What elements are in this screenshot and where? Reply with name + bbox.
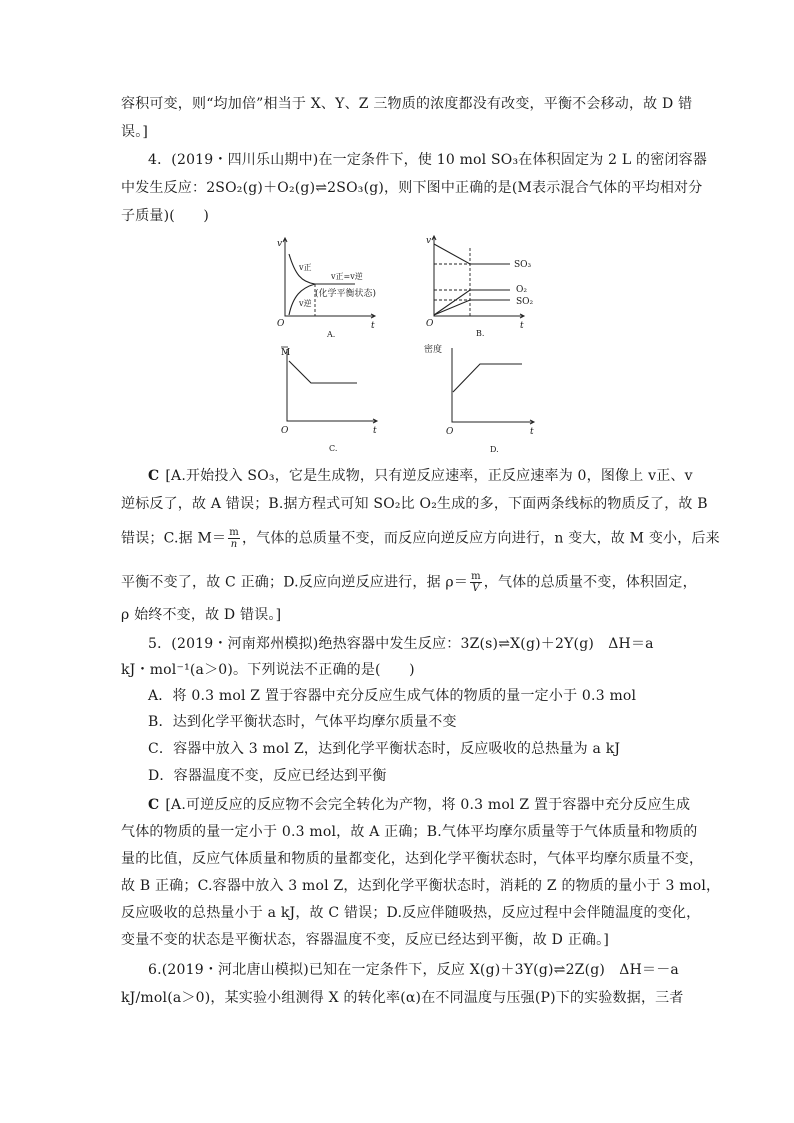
answer-letter: C (148, 468, 160, 484)
answer-5-line: 量的比值，反应气体质量和物质的量都变化，达到化学平衡状态时，气体平均摩尔质量不变， (121, 851, 704, 867)
answer-5-line (148, 796, 691, 814)
series-line-o2 (434, 290, 510, 315)
question-4-line: 4．(2019・四川乐山期中)在一定条件下，使 10 mol SO₃在体积固定为 2 L 的密闭容器 (148, 152, 708, 168)
origin-label: O (281, 426, 289, 436)
figure-caption: C. (329, 444, 338, 453)
answer-4-line (148, 467, 693, 485)
fraction-m-over-v: $\frac{m}{V}$ (471, 571, 481, 594)
answer-4-text: 平衡不变了，故 C 正确；D.反应向逆反应进行，据 ρ＝ (121, 574, 469, 591)
figure-c (277, 345, 387, 455)
origin-label: O (446, 427, 454, 437)
option-c: C．容器中放入 3 mol Z，达到化学平衡状态时，反应吸收的总热量为 a kJ (148, 741, 621, 757)
text-line: 容积可变，则“均加倍”相当于 X、Y、Z 三物质的浓度都没有改变，平衡不会移动，故 D 错 (121, 96, 693, 112)
y-axis-label: v (426, 236, 432, 246)
reverse-rate-label: v逆 (299, 299, 312, 308)
density-line (453, 364, 522, 392)
equilibrium-label: v正=v逆 (331, 272, 363, 281)
average-molar-mass-line (289, 361, 357, 383)
answer-5-text: [A.可逆反应的反应物不会完全转化为产物，将 0.3 mol Z 置于容器中充分反应生成 (165, 797, 691, 813)
figure-caption: B. (476, 329, 485, 338)
text-line: 误。] (121, 124, 149, 140)
x-axis-label: t (371, 321, 375, 331)
answer-4-line (121, 527, 720, 550)
series-label-so2: SO₂ (516, 297, 534, 307)
question-4-line: 中发生反应：2SO₂(g)＋O₂(g)⇌2SO₃(g)，则下图中正确的是(M表示混合气体的平均相对分 (121, 180, 703, 196)
answer-5-line: 气体的物质的量一定小于 0.3 mol，故 A 正确；B.气体平均摩尔质量等于气体质量和物质的 (121, 824, 698, 840)
y-axis-label: 密度 (424, 345, 443, 355)
answer-5-line: 故 B 正确；C.容器中放入 3 mol Z，达到化学平衡状态时，消耗的 Z 的物质的量小于 3 mol， (121, 878, 721, 894)
figure-caption: A. (327, 330, 336, 339)
series-line-so3 (434, 244, 510, 264)
question-6-line: 6.(2019・河北唐山模拟)已知在一定条件下，反应 X(g)＋3Y(g)⇌2Z(g) ΔH＝－a (148, 962, 679, 978)
answer-4-text: 错误；C.据 M＝ (121, 530, 227, 547)
answer-4-line: 逆标反了，故 A 错误；B.据方程式可知 SO₂比 O₂生成的多，下面两条线标的物质反了，故 B (121, 496, 708, 512)
option-d: D．容器温度不变，反应已经达到平衡 (148, 768, 387, 784)
y-axis-label: M (281, 348, 291, 358)
equilibrium-state-label: (化学平衡状态) (315, 289, 377, 299)
figure-caption: D. (490, 445, 499, 454)
question-5-line: kJ・mol⁻¹(a＞0)。下列说法不正确的是( ) (121, 662, 415, 678)
question-4-line: 子质量)( ) (121, 208, 209, 224)
option-b: B．达到化学平衡状态时，气体平均摩尔质量不变 (148, 714, 457, 730)
answer-5-line: 反应吸收的总热量小于 a kJ，故 C 错误；D.反应伴随吸热，反应过程中会伴随温度的变化， (121, 905, 701, 921)
x-axis-label: t (520, 321, 524, 331)
y-axis-label: v (277, 239, 283, 249)
series-label-o2: O₂ (516, 285, 527, 295)
origin-label: O (426, 319, 434, 329)
answer-4-line: ρ 始终不变，故 D 错误。] (121, 607, 282, 623)
question-6-line: kJ/mol(a＞0)，某实验小组测得 X 的转化率(α)在不同温度与压强(P)下的实验数据，三者 (121, 990, 684, 1006)
figure-d (422, 340, 542, 455)
answer-4-text: ，气体的总质量不变，而反应向逆反应方向进行，n 变大，故 M 变小，后来 (241, 530, 720, 547)
figure-a (275, 236, 390, 339)
answer-4-text: ，气体的总质量不变，体积固定， (483, 574, 697, 591)
fraction-m-over-n: $\frac{m}{n}$ (229, 527, 239, 550)
origin-label: O (277, 319, 285, 329)
series-label-so3: SO₃ (514, 260, 532, 270)
answer-letter: C (148, 797, 160, 813)
figure-b (424, 234, 544, 336)
answer-4-text: [A.开始投入 SO₃，它是生成物，只有逆反应速率，正反应速率为 0，图像上 v正、v (165, 468, 693, 484)
option-a: A．将 0.3 mol Z 置于容器中充分反应生成气体的物质的量一定小于 0.3 mol (148, 688, 637, 704)
answer-4-line (121, 571, 697, 594)
question-5-line: 5．(2019・河南郑州模拟)绝热容器中发生反应：3Z(s)⇌X(g)＋2Y(g) ΔH＝a (148, 636, 654, 652)
answer-5-line: 变量不变的状态是平衡状态，容器温度不变，反应已经达到平衡，故 D 正确。] (121, 932, 609, 948)
forward-rate-label: v正 (299, 263, 312, 272)
x-axis-label: t (373, 426, 377, 436)
x-axis-label: t (530, 427, 534, 437)
